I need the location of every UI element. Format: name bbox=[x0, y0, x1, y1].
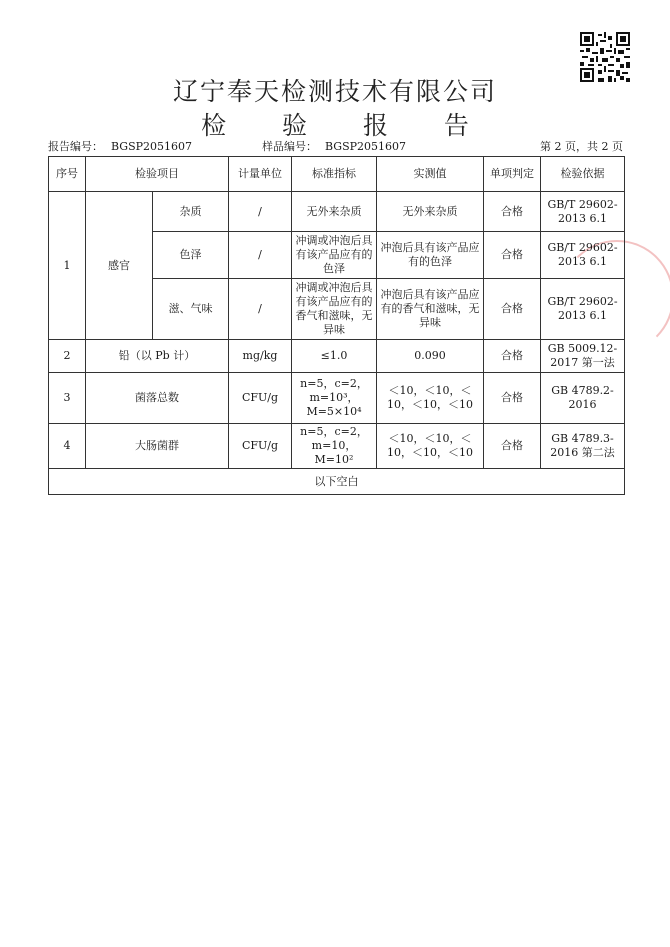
sample-number bbox=[262, 138, 406, 154]
inspection-table bbox=[48, 156, 625, 495]
cell-standard: n=5，c=2，m=10，M=10² bbox=[292, 424, 377, 469]
cell-basis: GB 4789.3-2016 第二法 bbox=[541, 424, 625, 469]
cell-standard: 冲调或冲泡后具有该产品应有的香气和滋味，无异味 bbox=[292, 279, 377, 340]
table-footer-row bbox=[49, 469, 625, 495]
cell-judgement: 合格 bbox=[484, 340, 541, 373]
cell-unit: / bbox=[229, 232, 292, 279]
header-unit: 计量单位 bbox=[229, 157, 292, 192]
cell-standard: 无外来杂质 bbox=[292, 192, 377, 232]
cell-unit: CFU/g bbox=[229, 424, 292, 469]
cell-unit: / bbox=[229, 279, 292, 340]
cell-judgement: 合格 bbox=[484, 192, 541, 232]
cell-measured: ＜10，＜10，＜10，＜10，＜10 bbox=[377, 373, 484, 424]
cell-seq: 2 bbox=[49, 340, 86, 373]
cell-basis: GB/T 29602-2013 6.1 bbox=[541, 192, 625, 232]
cell-measured: 无外来杂质 bbox=[377, 192, 484, 232]
cell-measured: 0.090 bbox=[377, 340, 484, 373]
cell-measured: 冲泡后具有该产品应有的香气和滋味，无异味 bbox=[377, 279, 484, 340]
cell-judgement: 合格 bbox=[484, 373, 541, 424]
cell-subitem: 杂质 bbox=[153, 192, 229, 232]
cell-unit: / bbox=[229, 192, 292, 232]
page-info: 第 2 页，共 2 页 bbox=[540, 140, 623, 153]
cell-item: 铅（以 Pb 计） bbox=[86, 340, 229, 373]
cell-basis: GB/T 29602-2013 6.1 bbox=[541, 232, 625, 279]
cell-standard: 冲调或冲泡后具有该产品应有的色泽 bbox=[292, 232, 377, 279]
cell-measured: 冲泡后具有该产品应有的色泽 bbox=[377, 232, 484, 279]
cell-item: 大肠菌群 bbox=[86, 424, 229, 469]
cell-judgement: 合格 bbox=[484, 424, 541, 469]
cell-standard: ≤1.0 bbox=[292, 340, 377, 373]
cell-item: 菌落总数 bbox=[86, 373, 229, 424]
table-row bbox=[49, 373, 625, 424]
company-name: 辽宁奉天检测技术有限公司 bbox=[172, 77, 497, 106]
document-title: 检 验 报 告 bbox=[201, 111, 493, 140]
sample-number-value: BGSP2051607 bbox=[325, 140, 407, 153]
table-header-row bbox=[49, 157, 625, 192]
cell-measured: ＜10，＜10，＜10，＜10，＜10 bbox=[377, 424, 484, 469]
table-row bbox=[49, 424, 625, 469]
table-row bbox=[49, 192, 625, 232]
cell-seq: 1 bbox=[49, 192, 86, 340]
cell-unit: CFU/g bbox=[229, 373, 292, 424]
header-judgement: 单项判定 bbox=[484, 157, 541, 192]
cell-standard: n=5，c=2，m=10³，M=5×10⁴ bbox=[292, 373, 377, 424]
report-number-label: 报告编号： bbox=[48, 140, 103, 153]
header-standard: 标准指标 bbox=[292, 157, 377, 192]
cell-subitem: 色泽 bbox=[153, 232, 229, 279]
report-number bbox=[48, 138, 192, 154]
table-row bbox=[49, 340, 625, 373]
cell-seq: 4 bbox=[49, 424, 86, 469]
cell-basis: GB 5009.12-2017 第一法 bbox=[541, 340, 625, 373]
report-number-value: BGSP2051607 bbox=[111, 140, 193, 153]
blank-below-note: 以下空白 bbox=[49, 469, 625, 495]
header-seq: 序号 bbox=[49, 157, 86, 192]
cell-seq: 3 bbox=[49, 373, 86, 424]
cell-unit: mg/kg bbox=[229, 340, 292, 373]
cell-judgement: 合格 bbox=[484, 279, 541, 340]
cell-sensory-group: 感官 bbox=[86, 192, 153, 340]
cell-subitem: 滋、气味 bbox=[153, 279, 229, 340]
header-basis: 检验依据 bbox=[541, 157, 625, 192]
header-measured: 实测值 bbox=[377, 157, 484, 192]
cell-judgement: 合格 bbox=[484, 232, 541, 279]
sample-number-label: 样品编号： bbox=[262, 140, 317, 153]
cell-basis: GB/T 29602-2013 6.1 bbox=[541, 279, 625, 340]
cell-basis: GB 4789.2-2016 bbox=[541, 373, 625, 424]
header-item: 检验项目 bbox=[86, 157, 229, 192]
